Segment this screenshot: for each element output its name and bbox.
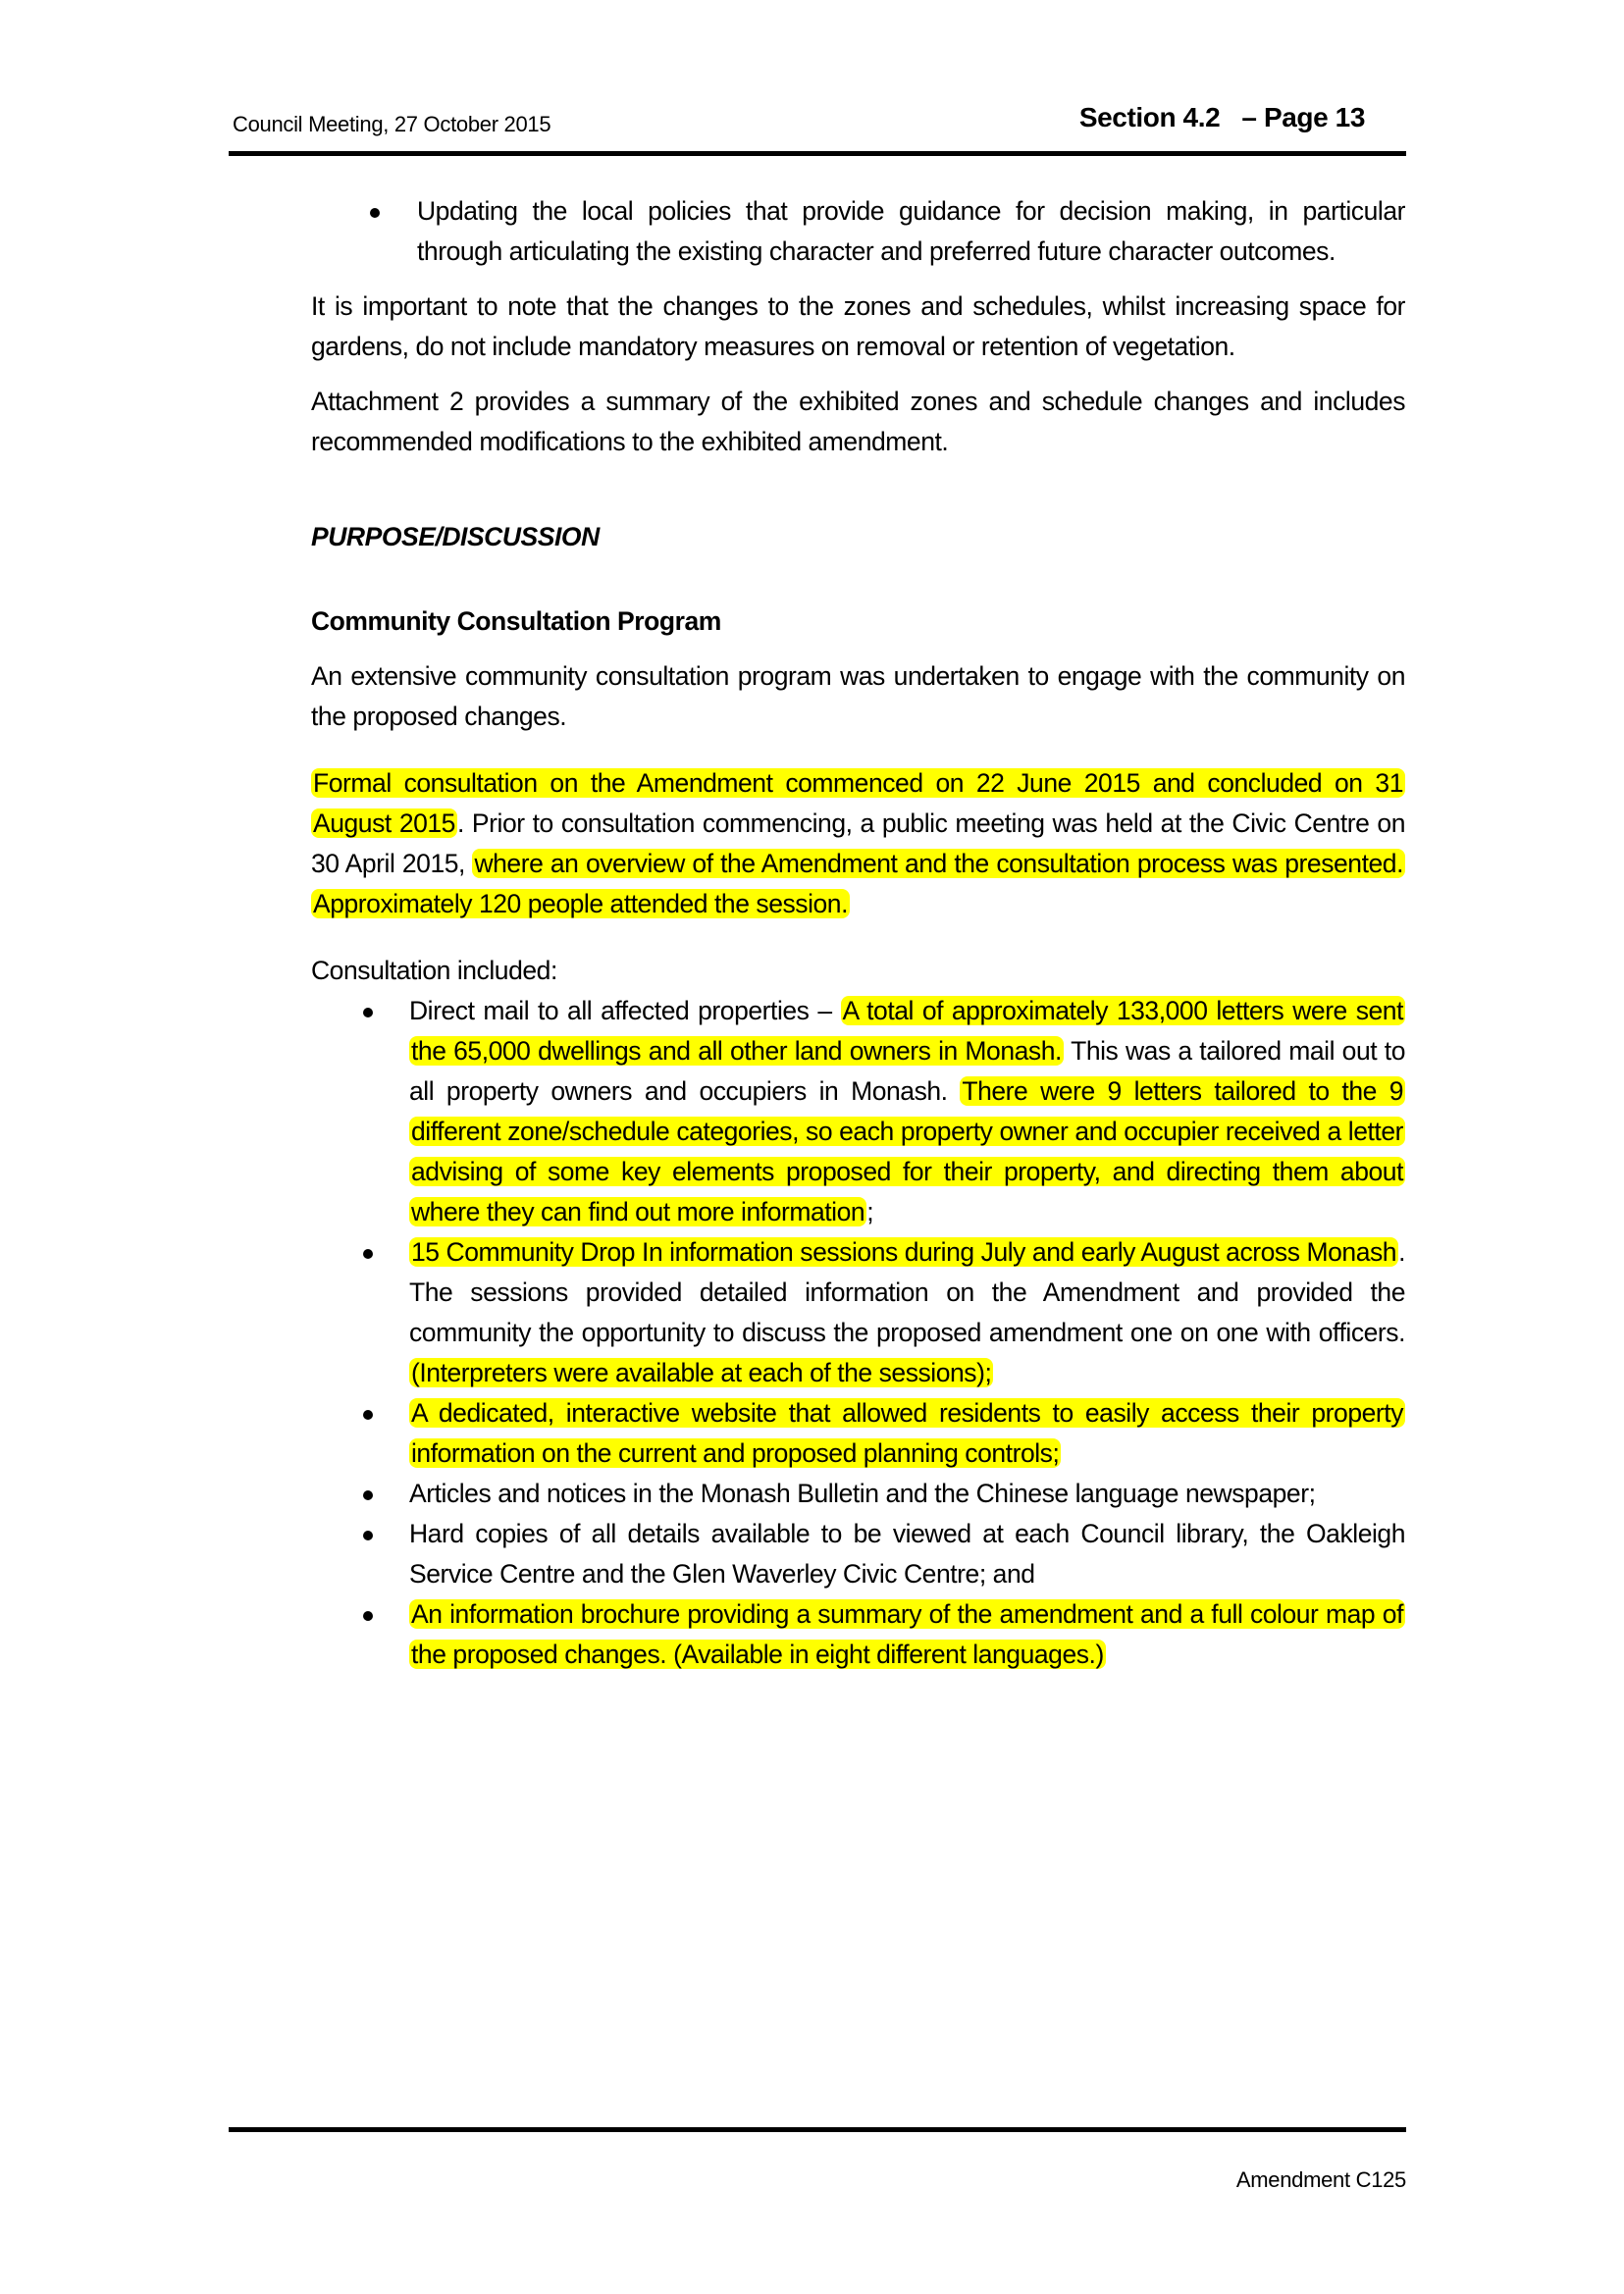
list-item-text: Updating the local policies that provide guidance for decision making, in particular through articulating the existing character and preferred future character outcomes.	[417, 196, 1405, 266]
sub-heading: Community Consultation Program	[311, 606, 721, 636]
consultation-list	[311, 991, 1405, 1675]
consultation-intro-paragraph: An extensive community consultation program was undertaken to engage with the community on the proposed changes.	[311, 661, 1405, 731]
highlighted-text: where an overview of the Amendment and the consultation process was presented. Approximately 120 people attended the session.	[313, 849, 1403, 918]
list-item-articles	[311, 1474, 1405, 1514]
vegetation-note-paragraph: It is important to note that the changes to the zones and schedules, whilst increasing space for gardens, do not include mandatory measures on removal or retention of vegetation.	[311, 291, 1405, 361]
highlighted-text: A dedicated, interactive website that allowed residents to easily access their property information on the current and proposed planning controls;	[411, 1398, 1403, 1468]
page-footer: Amendment C125	[1235, 2167, 1406, 2192]
consultation-included-label: Consultation included:	[311, 956, 557, 985]
bullet-icon	[363, 1249, 373, 1259]
bullet-icon	[363, 1008, 373, 1017]
list-item-website	[311, 1393, 1405, 1474]
list-item-text: Direct mail to all affected properties –	[409, 996, 832, 1025]
bullet-icon	[363, 1611, 373, 1621]
document-body	[311, 191, 1405, 1675]
highlighted-text: Formal consultation on the Amendment commenced on 22 June 2015 and concluded on 31 August 2015	[313, 768, 1403, 838]
highlighted-text: There were 9 letters tailored to the 9 different zone/schedule categories, so each property owner and occupier received a letter advising of some key elements proposed for their property, and directing them about where they can find out more information	[411, 1076, 1403, 1226]
list-item	[311, 191, 1405, 272]
meeting-title: Council Meeting, 27 October 2015	[233, 112, 551, 136]
highlighted-text: (Interpreters were available at each of the sessions);	[411, 1358, 992, 1387]
bullet-icon	[370, 208, 380, 218]
section-heading: PURPOSE/DISCUSSION	[311, 522, 600, 551]
list-item-text: ;	[866, 1197, 874, 1226]
list-item-text: This was a tailored mail out to all property owners and occupiers in Monash.	[409, 1036, 1405, 1106]
intro-bullet-list	[311, 191, 1405, 272]
highlighted-text: An information brochure providing a summary of the amendment and a full colour map of the proposed changes. (Available in eight different languages.)	[411, 1599, 1403, 1669]
bullet-icon	[363, 1531, 373, 1540]
highlighted-text: 15 Community Drop In information sessions during July and early August across Monash	[411, 1237, 1397, 1267]
list-item-hard-copies	[311, 1514, 1405, 1594]
list-item-text: Hard copies of all details available to be viewed at each Council library, the Oakleigh Service Centre and the Glen Waverley Civic Centre; and	[409, 1519, 1405, 1589]
section-page-label: Section 4.2 – Page 13	[1078, 102, 1365, 132]
list-item-text: Articles and notices in the Monash Bulletin and the Chinese language newspaper;	[409, 1479, 1316, 1508]
formal-consultation-paragraph	[311, 763, 1405, 924]
paragraph-text: . Prior to consultation commencing, a public meeting was held at the Civic Centre on 30 April 2015,	[311, 808, 1405, 878]
attachment-paragraph: Attachment 2 provides a summary of the exhibited zones and schedule changes and includes recommended modifications to the exhibited amendment.	[311, 387, 1405, 456]
bullet-icon	[363, 1490, 373, 1500]
header-rule	[229, 151, 1406, 156]
highlighted-text: A total of approximately 133,000 letters were sent the 65,000 dwellings and all other land owners in Monash.	[411, 996, 1403, 1066]
list-item-direct-mail	[311, 991, 1405, 1232]
list-item-drop-in-sessions	[311, 1232, 1405, 1393]
list-item-brochure	[311, 1594, 1405, 1675]
page-header	[229, 98, 1406, 147]
list-item-text: . The sessions provided detailed information on the Amendment and provided the community the opportunity to discuss the proposed amendment one on one with officers.	[409, 1237, 1405, 1347]
footer-rule	[229, 2127, 1406, 2132]
bullet-icon	[363, 1410, 373, 1420]
